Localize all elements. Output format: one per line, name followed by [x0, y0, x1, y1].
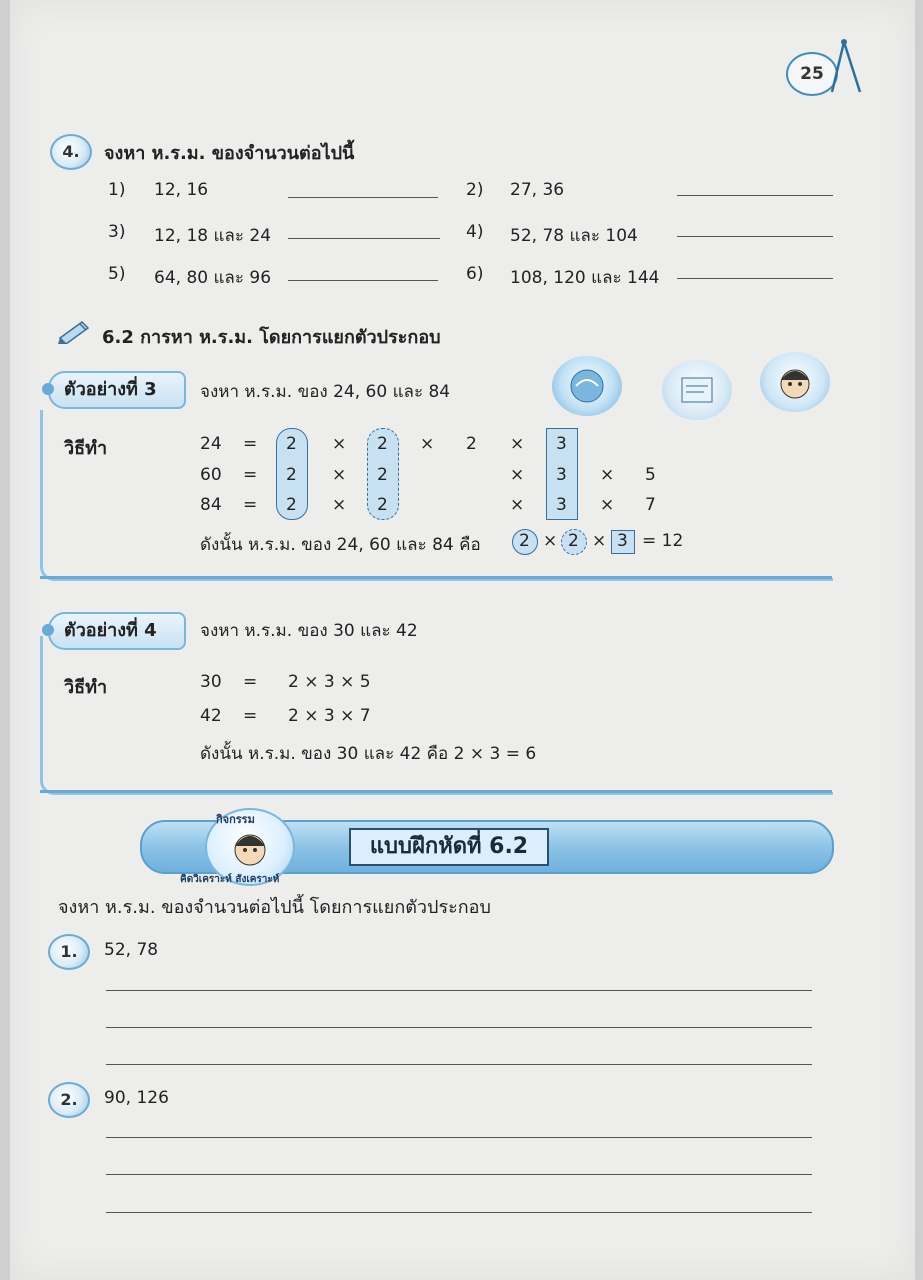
example-4-method-label: วิธีทำ	[64, 677, 108, 698]
q4-item-4-value: 52, 78 และ 104	[510, 226, 638, 246]
row-times-1: ×	[332, 434, 347, 454]
example-4-tab	[48, 612, 186, 650]
row-equals: =	[243, 672, 258, 692]
example-4-tab-label: ตัวอย่างที่ 4	[64, 620, 157, 641]
pencil-icon	[58, 318, 92, 344]
conclusion-result: = 12	[642, 531, 684, 551]
exercise-item-2-answer-line-2[interactable]	[106, 1174, 812, 1175]
q4-item-5-answer-line[interactable]	[288, 280, 438, 281]
row-times-2: ×	[420, 434, 435, 454]
q4-item-2-label: 2)	[466, 180, 484, 200]
activity-badge-bottom-text: คิดวิเคราะห์ สังเคราะห์	[180, 874, 280, 885]
conclusion-text: ดังนั้น ห.ร.ม. ของ 24, 60 และ 84 คือ	[200, 535, 481, 555]
row-factor-d: 3	[556, 465, 567, 485]
row-number: 42	[200, 706, 222, 726]
row-factor-b: 2	[377, 434, 388, 454]
activity-badge-top-text: กิจกรรม	[216, 813, 255, 826]
exercise-item-2-answer-line-3[interactable]	[106, 1212, 812, 1213]
row-factor-a: 2	[286, 434, 297, 454]
q4-item-5-label: 5)	[108, 264, 126, 284]
q4-item-1-answer-line[interactable]	[288, 197, 438, 198]
question-4-number: 4.	[50, 134, 92, 170]
row-expression: 2 × 3 × 5	[288, 672, 371, 692]
conclusion-factor-b: 2	[568, 531, 579, 551]
conclusion-factor-a: 2	[519, 531, 530, 551]
conclusion-times-2: ×	[592, 531, 607, 551]
row-equals: =	[243, 495, 258, 515]
q4-item-6-value: 108, 120 และ 144	[510, 268, 660, 288]
q4-item-3-label: 3)	[108, 222, 126, 242]
conclusion-times-1: ×	[543, 531, 558, 551]
exercise-item-1-number: 1.	[48, 934, 90, 970]
q4-item-4-answer-line[interactable]	[677, 236, 833, 237]
row-equals: =	[243, 706, 258, 726]
row-factor-e: 7	[645, 495, 656, 515]
exercise-item-2-number: 2.	[48, 1082, 90, 1118]
example-3-divider	[40, 576, 832, 579]
q4-item-6-label: 6)	[466, 264, 484, 284]
row-times-3: ×	[510, 434, 525, 454]
q4-item-5-value: 64, 80 และ 96	[154, 268, 272, 288]
example-4-box	[40, 636, 833, 795]
row-times-4: ×	[600, 465, 615, 485]
row-factor-d: 3	[556, 495, 567, 515]
row-number: 24	[200, 434, 222, 454]
example-3-tab	[48, 371, 186, 409]
page-number: 25	[786, 52, 838, 96]
row-number: 84	[200, 495, 222, 515]
q4-item-3-answer-line[interactable]	[288, 238, 440, 239]
example-3-tab-label: ตัวอย่างที่ 3	[64, 379, 157, 400]
exercise-item-1-answer-line-2[interactable]	[106, 1027, 812, 1028]
q4-item-6-answer-line[interactable]	[677, 278, 833, 279]
row-factor-c: 2	[466, 434, 477, 454]
example-4-question: จงหา ห.ร.ม. ของ 30 และ 42	[200, 621, 418, 641]
row-factor-e: 5	[645, 465, 656, 485]
q4-item-2-value: 27, 36	[510, 180, 565, 200]
conclusion-factor-c: 3	[617, 531, 628, 551]
section-title: 6.2 การหา ห.ร.ม. โดยการแยกตัวประกอบ	[102, 327, 441, 348]
row-factor-b: 2	[377, 495, 388, 515]
example-4-conclusion: ดังนั้น ห.ร.ม. ของ 30 และ 42 คือ 2 × 3 = 6	[200, 744, 537, 764]
exercise-instruction: จงหา ห.ร.ม. ของจำนวนต่อไปนี้ โดยการแยกตัวประกอบ	[58, 897, 491, 918]
thinking-method-icon	[760, 352, 830, 412]
exercise-item-2-value: 90, 126	[104, 1088, 169, 1108]
example-3-question: จงหา ห.ร.ม. ของ 24, 60 และ 84	[200, 382, 451, 402]
compass-icon	[826, 36, 866, 96]
q4-item-2-answer-line[interactable]	[677, 195, 833, 196]
row-expression: 2 × 3 × 7	[288, 706, 371, 726]
row-times-1: ×	[332, 465, 347, 485]
q4-item-3-value: 12, 18 และ 24	[154, 226, 272, 246]
q4-item-1-label: 1)	[108, 180, 126, 200]
exercise-item-1-answer-line-1[interactable]	[106, 990, 812, 991]
think-icon	[552, 356, 622, 416]
row-times-3: ×	[510, 495, 525, 515]
exercise-item-1-answer-line-3[interactable]	[106, 1064, 812, 1065]
tab-dot-icon	[42, 624, 54, 636]
row-factor-a: 2	[286, 465, 297, 485]
example-4-divider	[40, 790, 832, 793]
row-times-3: ×	[510, 465, 525, 485]
row-factor-d: 3	[556, 434, 567, 454]
row-number: 30	[200, 672, 222, 692]
exercise-banner-title: แบบฝึกหัดที่ 6.2	[349, 828, 549, 866]
q4-item-4-label: 4)	[466, 222, 484, 242]
row-factor-b: 2	[377, 465, 388, 485]
exercise-item-1-value: 52, 78	[104, 940, 159, 960]
tab-dot-icon	[42, 383, 54, 395]
row-factor-a: 2	[286, 495, 297, 515]
row-times-4: ×	[600, 495, 615, 515]
row-number: 60	[200, 465, 222, 485]
row-times-1: ×	[332, 495, 347, 515]
example-3-method-label: วิธีทำ	[64, 438, 108, 459]
row-equals: =	[243, 434, 258, 454]
question-4-instruction: จงหา ห.ร.ม. ของจำนวนต่อไปนี้	[104, 143, 355, 164]
q4-item-1-value: 12, 16	[154, 180, 209, 200]
row-equals: =	[243, 465, 258, 485]
exercise-item-2-answer-line-1[interactable]	[106, 1137, 812, 1138]
